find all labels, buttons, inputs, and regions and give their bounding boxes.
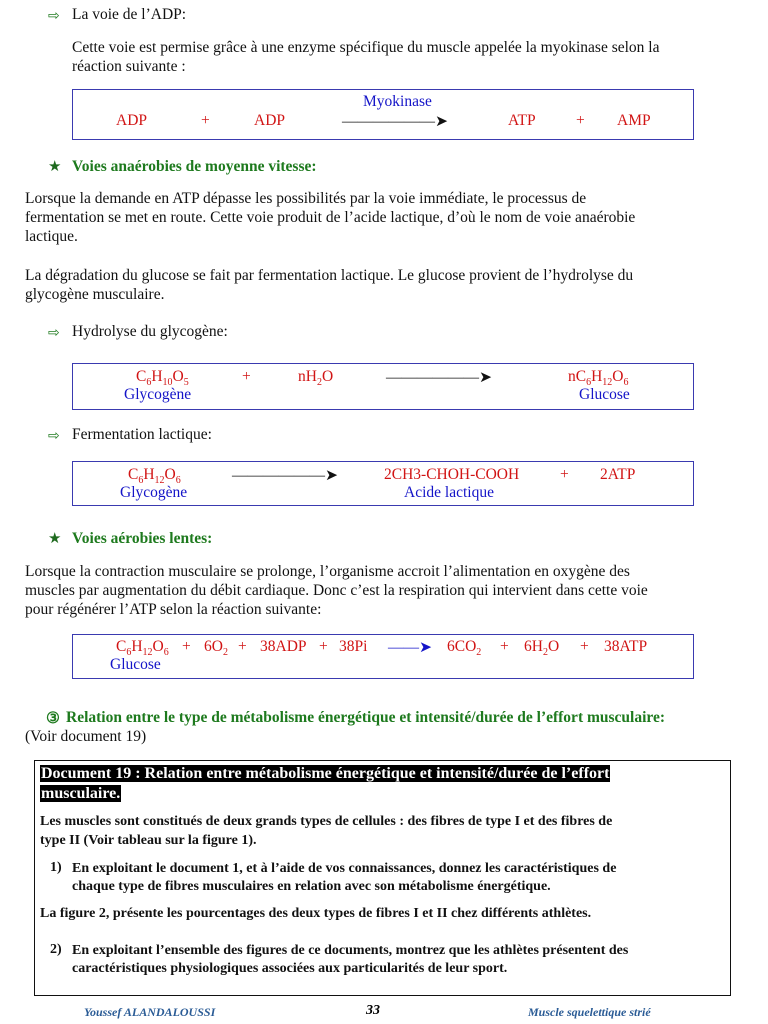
hydrolysis-heading: Hydrolyse du glycogène: bbox=[72, 323, 228, 340]
star-bullet-icon: ★ bbox=[48, 529, 62, 547]
arrow-bullet-icon: ⇨ bbox=[48, 428, 60, 444]
atp-formula: 38ATP bbox=[604, 638, 648, 655]
page-number: 33 bbox=[366, 1003, 380, 1018]
plus-sign: + bbox=[182, 638, 191, 655]
enzyme-label: Myokinase bbox=[363, 93, 432, 110]
plus-sign: + bbox=[238, 638, 247, 655]
adp-text: Cette voie est permise grâce à une enzyme spécifique du muscle appelée la myokinase selon la réaction suivante : bbox=[72, 39, 660, 75]
anaerobic-paragraph-2: La dégradation du glucose se fait par fermentation lactique. Le glucose provient de l’hydrolyse du glycogène musculaire. bbox=[25, 267, 634, 303]
reaction-arrow: ——➤ bbox=[388, 639, 432, 656]
aerobic-paragraph: Lorsque la contraction musculaire se prolonge, l’organisme accroit l’alimentation en oxygène des muscles par augmentation du débit cardiaque. Donc c’est la respiration qui intervient dans cette voie pour régénérer l’ATP selon la réaction suivante: bbox=[25, 563, 648, 618]
water-formula: $nH_2O$ bbox=[298, 368, 334, 389]
atp-product: 2ATP bbox=[600, 466, 636, 483]
document-19-intro: Les muscles sont constitués de deux grands types de cellules : des fibres de type I et des fibres de type II (Voir tableau sur la figure 1). bbox=[40, 814, 613, 848]
reactant-adp-2: ADP bbox=[254, 112, 286, 129]
reactant-adp-1: ADP bbox=[116, 112, 148, 129]
reaction-arrow: ——————➤ bbox=[342, 113, 448, 130]
adp-formula: 38ADP bbox=[260, 638, 307, 655]
glucose-name: Glucose bbox=[579, 386, 630, 403]
adp-heading: La voie de l’ADP: bbox=[72, 6, 187, 23]
anaerobic-heading: Voies anaérobies de moyenne vitesse: bbox=[72, 158, 317, 175]
reaction-arrow: ——————➤ bbox=[386, 369, 492, 386]
water-formula: $6H_2O$ bbox=[524, 638, 560, 659]
plus-sign: + bbox=[500, 638, 509, 655]
fermentation-heading: Fermentation lactique: bbox=[72, 426, 212, 443]
reaction-arrow: ——————➤ bbox=[232, 467, 338, 484]
lactic-acid-name: Acide lactique bbox=[404, 484, 494, 501]
plus-sign: + bbox=[576, 112, 585, 129]
question-2-text: En exploitant l’ensemble des figures de ce documents, montrez que les athlètes présentent des caractéristiques physiologiques associées aux particularités de leur sport. bbox=[72, 943, 629, 976]
glucose-formula: $C_6H_{12}O_6$ bbox=[128, 466, 181, 487]
glucose-formula: $C_6H_{12}O_6$ bbox=[116, 638, 169, 659]
see-document: (Voir document 19) bbox=[25, 728, 147, 745]
question-1-number: 1) bbox=[50, 860, 62, 875]
question-2-number: 2) bbox=[50, 942, 62, 957]
lactic-acid-formula: 2CH3-CHOH-COOH bbox=[384, 466, 520, 483]
product-atp: ATP bbox=[508, 112, 536, 129]
plus-sign: + bbox=[242, 368, 251, 385]
plus-sign: + bbox=[580, 638, 589, 655]
section-number: ③ bbox=[46, 710, 60, 727]
document-19-title: Document 19 : Relation entre métabolisme énergétique et intensité/durée de l’effort musculaire. bbox=[41, 765, 610, 802]
question-1-text: En exploitant le document 1, et à l’aide de vos connaissances, donnez les caractéristiques de chaque type de fibres musculaires en relation avec son métabolisme énergétique. bbox=[72, 861, 617, 894]
glycogen-name: Glycogène bbox=[124, 386, 192, 403]
footer-subject: Muscle squelettique strié bbox=[528, 1005, 651, 1019]
glycogen-formula: $C_6H_{10}O_5$ bbox=[136, 368, 189, 389]
glucose-formula: $nC_6H_{12}O_6$ bbox=[568, 368, 629, 389]
arrow-bullet-icon: ⇨ bbox=[48, 8, 60, 24]
aerobic-heading: Voies aérobies lentes: bbox=[72, 530, 213, 547]
product-amp: AMP bbox=[617, 112, 651, 129]
anaerobic-paragraph-1: Lorsque la demande en ATP dépasse les possibilités par la voie immédiate, le processus de fermentation se met en route. Cette voie produit de l’acide lactique, d’où le nom de voie anaérobie lactique. bbox=[25, 190, 636, 245]
relation-heading: Relation entre le type de métabolisme énergétique et intensité/durée de l’effort musculaire: bbox=[66, 709, 666, 726]
star-bullet-icon: ★ bbox=[48, 157, 62, 175]
plus-sign: + bbox=[201, 112, 210, 129]
plus-sign: + bbox=[319, 638, 328, 655]
glucose-name: Glucose bbox=[110, 656, 161, 673]
oxygen-formula: $6O_2$ bbox=[204, 638, 228, 659]
co2-formula: $6CO_2$ bbox=[447, 638, 482, 659]
footer-author: Youssef ALANDALOUSSI bbox=[84, 1005, 216, 1019]
glycogen-name: Glycogène bbox=[120, 484, 188, 501]
figure-2-text: La figure 2, présente les pourcentages des deux types de fibres I et II chez différents athlètes. bbox=[40, 906, 592, 921]
pi-formula: 38Pi bbox=[339, 638, 368, 655]
plus-sign: + bbox=[560, 466, 569, 483]
arrow-bullet-icon: ⇨ bbox=[48, 325, 60, 341]
